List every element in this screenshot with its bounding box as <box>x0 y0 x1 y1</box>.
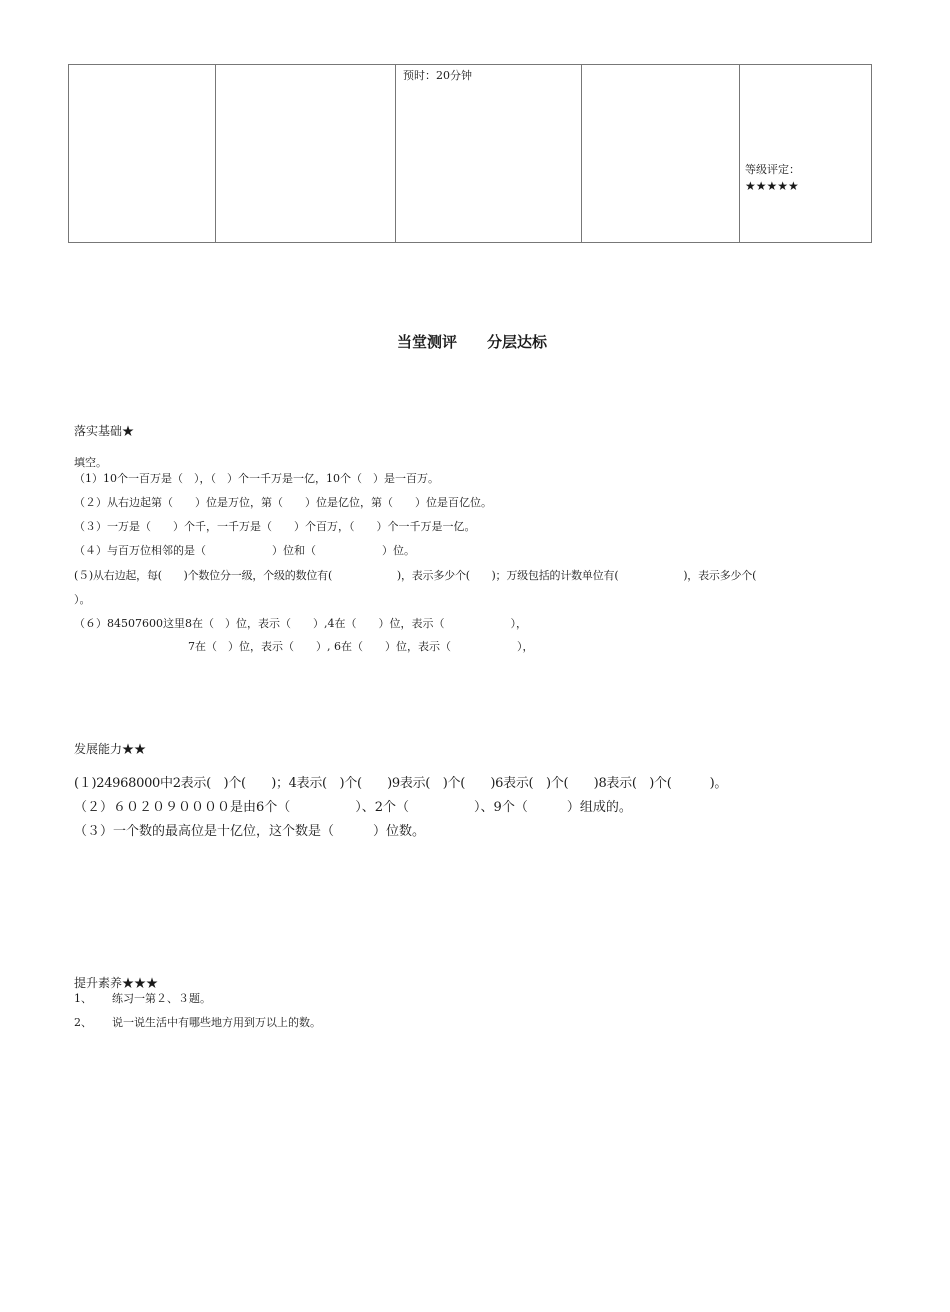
ability-line-1: (１)24968000中2表示( )个( )；4表示( )个( )9表示( )个( )6表示( )个( )8表示( )个( )。 <box>74 776 728 791</box>
ability-line-2: （２）６０２０９００００是由6个（ ）、2个（ ）、9个（ ）组成的。 <box>74 800 632 815</box>
lesson-plan-table <box>68 64 872 243</box>
basic-line-6: （６）84507600这里8在（ ）位，表示（ ）,4在（ ）位，表示（ ）， <box>74 617 527 630</box>
basic-heading: 落实基础★ <box>74 424 135 438</box>
literacy-item-2-num: 2、 <box>74 1016 92 1029</box>
time-note: 预时：20分钟 <box>403 69 472 82</box>
literacy-item-1-text: 练习一第２、３题。 <box>112 992 211 1005</box>
table-cell-4 <box>582 65 740 243</box>
ability-heading: 发展能力★★ <box>74 742 147 756</box>
basic-line-3: （３）一万是（ ）个千，一千万是（ ）个百万，（ ）个一千万是一亿。 <box>74 520 476 533</box>
table-cell-1 <box>69 65 216 243</box>
literacy-item-2-text: 说一说生活中有哪些地方用到万以上的数。 <box>112 1016 321 1029</box>
table-cell-2 <box>216 65 396 243</box>
basic-line-2: （２）从右边起第（ ）位是万位，第（ ）位是亿位，第（ ）位是百亿位。 <box>74 496 492 509</box>
basic-line-5-end: ）。 <box>74 593 91 606</box>
basic-intro: 填空。 <box>74 456 107 469</box>
basic-line-6-cont: 7在（ ）位，表示（ ）, 6在（ ）位，表示（ ）， <box>188 640 534 653</box>
table-cell-time <box>396 65 582 243</box>
grade-label: 等级评定： <box>745 163 800 176</box>
grade-stars: ★★★★★ <box>745 179 799 193</box>
literacy-heading: 提升素养★★★ <box>74 976 159 990</box>
basic-line-5: (５)从右边起，每( )个数位分一级，个级的数位有( )，表示多少个( )；万级包括的计数单位有( )，表示多少个( <box>74 569 757 582</box>
basic-line-1: （1）10个一百万是（ ），（ ）个一千万是一亿，10个（ ）是一百万。 <box>74 472 439 485</box>
literacy-item-1-num: 1、 <box>74 992 92 1005</box>
page-title: 当堂测评 分层达标 <box>397 333 548 351</box>
table-cell-grade <box>740 65 872 243</box>
basic-line-4: （４）与百万位相邻的是（ ）位和（ ）位。 <box>74 544 415 557</box>
ability-line-3: （３）一个数的最高位是十亿位，这个数是（ ）位数。 <box>74 824 426 839</box>
